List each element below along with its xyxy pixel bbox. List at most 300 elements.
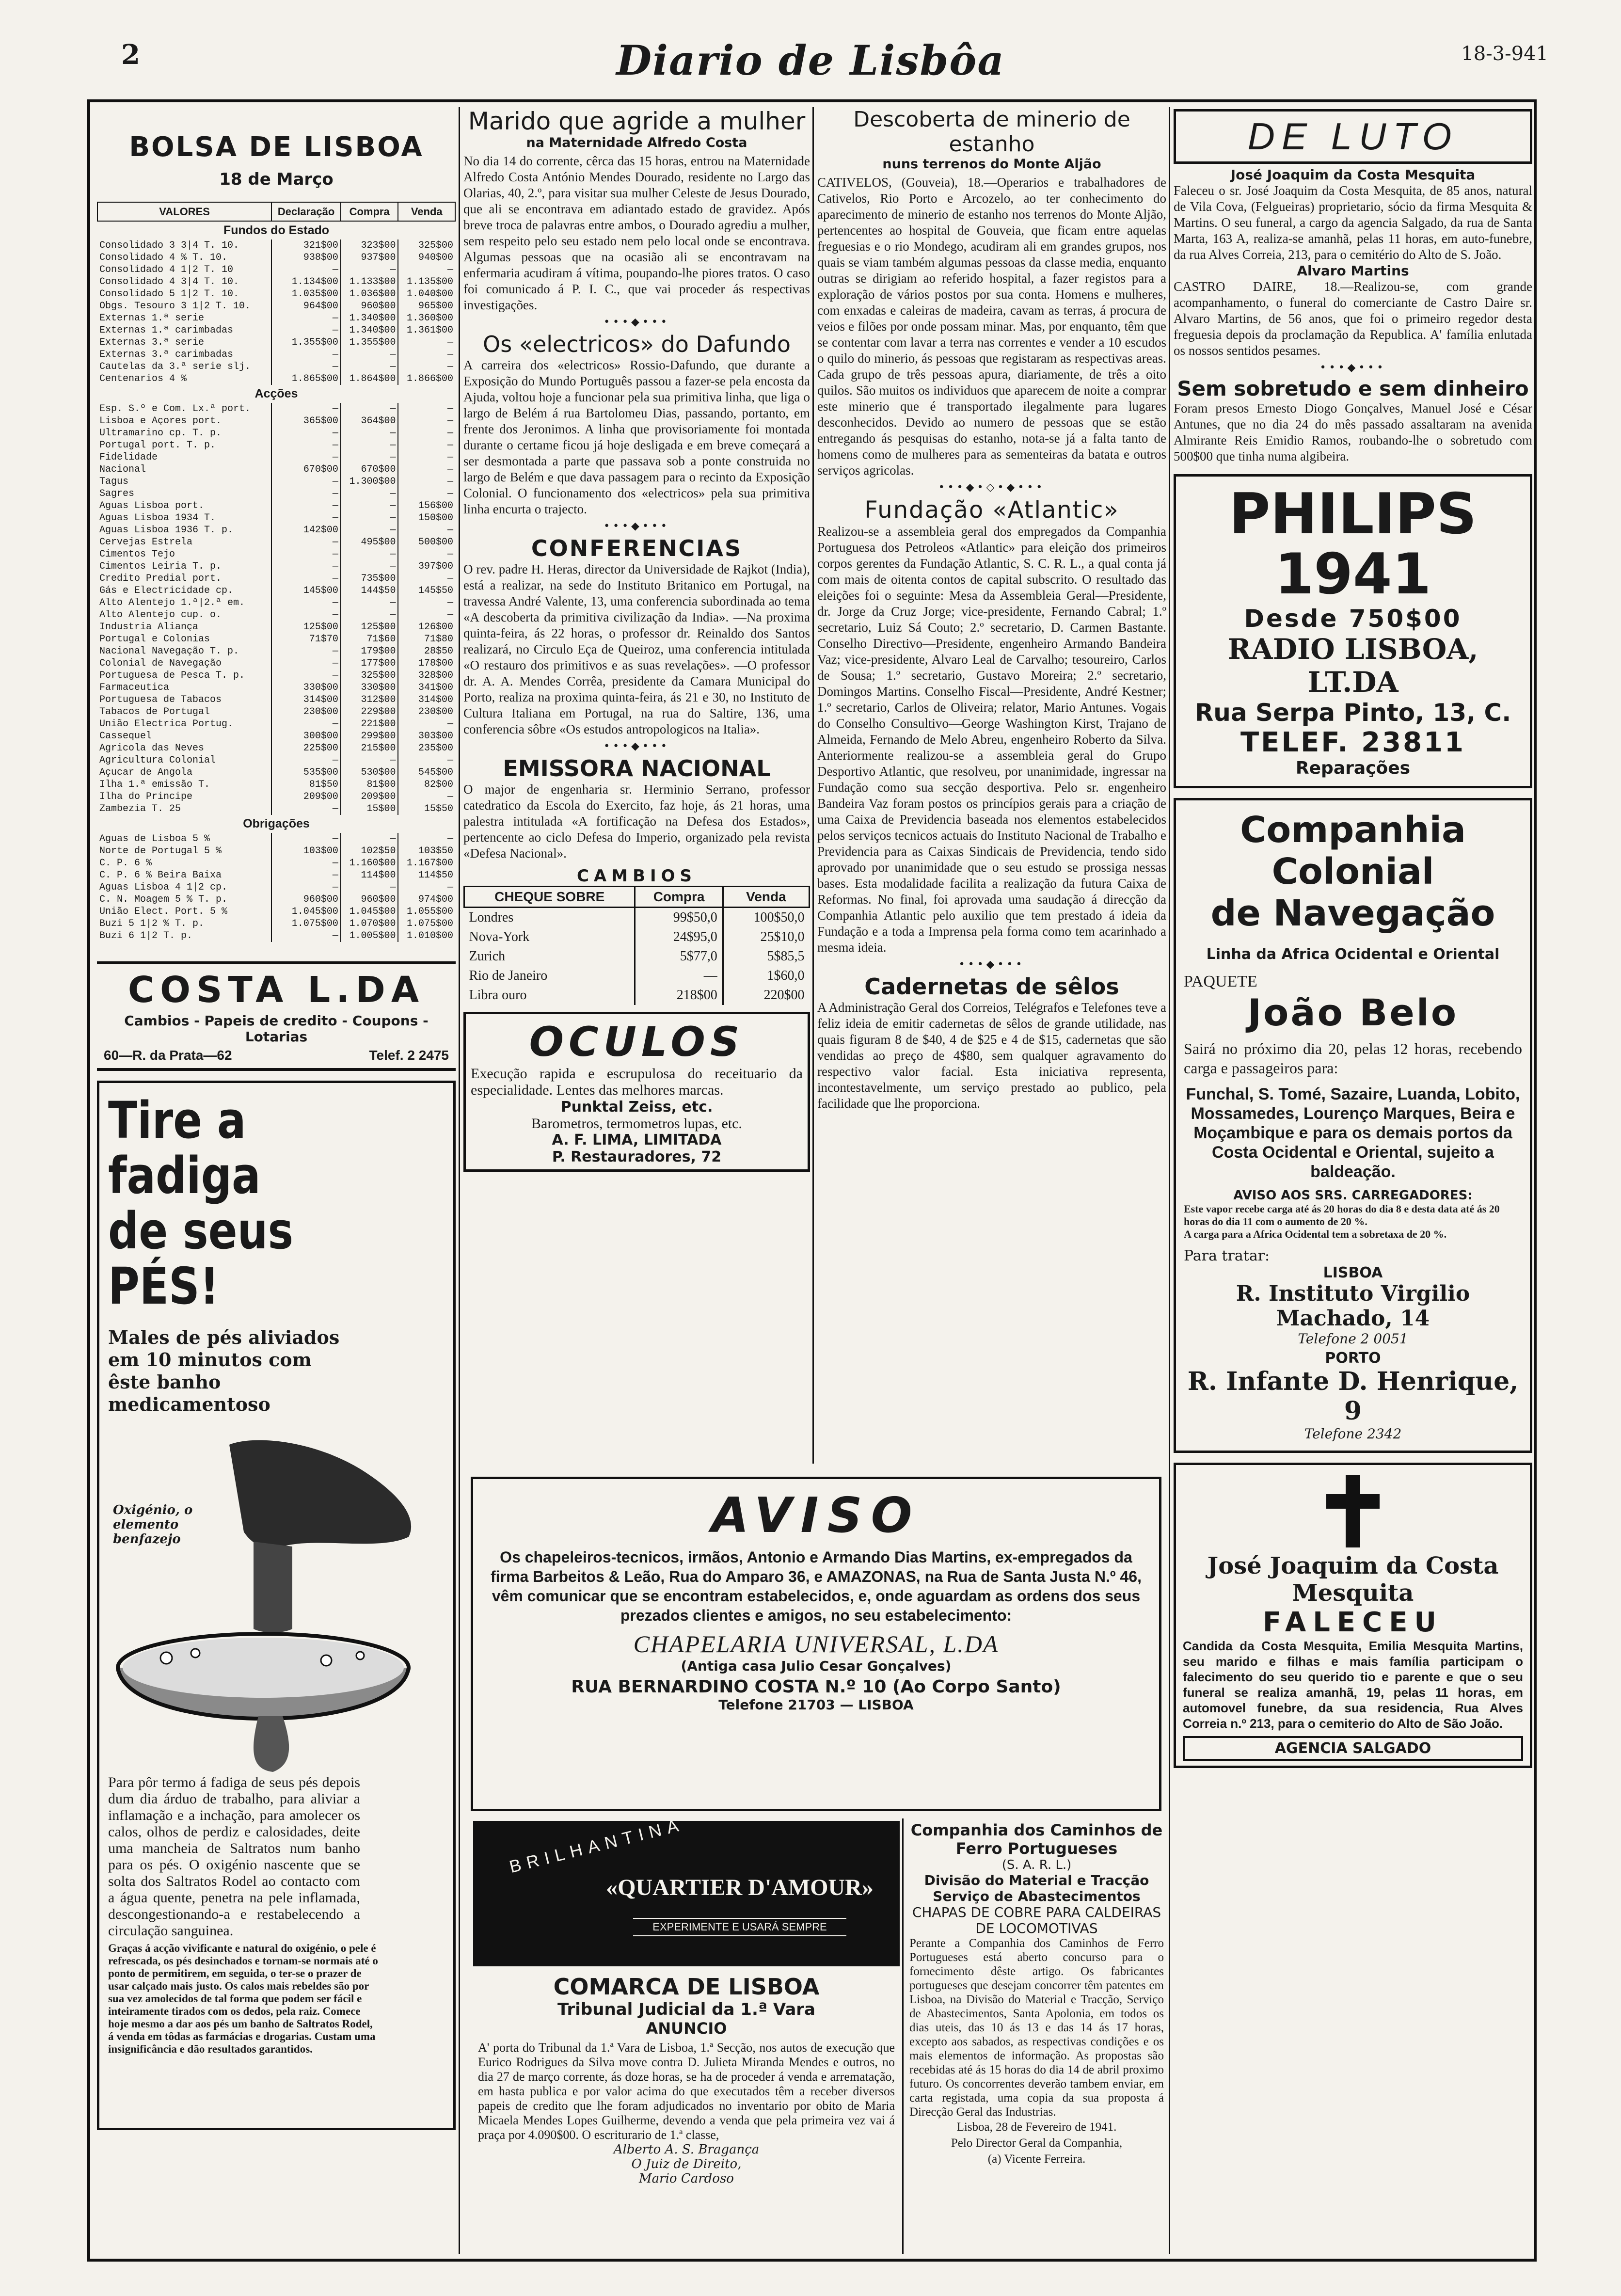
philips-phone: TELEF. 23811 [1240, 727, 1465, 758]
security-name: Portuguesa de Pesca T. p. [99, 670, 245, 681]
security-name: Ilha do Principe [99, 791, 193, 802]
quote-value: 960$00 [341, 300, 398, 312]
quote-value: — [271, 754, 341, 766]
quote-value: 15$00 [341, 803, 398, 815]
quote-value: 125$00 [271, 621, 341, 633]
quote-value: 235$00 [398, 742, 455, 754]
quote-value: — [341, 609, 398, 621]
table-row [464, 927, 810, 947]
oculos-instruments: Barometros, termometros lupas, etc. [531, 1116, 742, 1132]
security-name: Norte de Portugal 5 % [99, 845, 222, 857]
page-frame [87, 99, 1537, 2262]
quote-value: 15$50 [398, 803, 455, 815]
mesquita-agency: AGENCIA SALGADO [1274, 1740, 1431, 1757]
table-row [97, 300, 455, 312]
quote-value: 1.355$00 [341, 336, 398, 349]
oculos-body: Execução rapida e escrupulosa do receituario da especialidade. Lentes das melhores marcas. [471, 1066, 803, 1098]
bolsa-col-header: Venda [398, 202, 455, 221]
quote-value: 670$00 [341, 463, 398, 476]
quote-value: — [271, 869, 341, 881]
quote-value: — [398, 463, 455, 476]
luto-section [1174, 109, 1532, 164]
saltratos-headline-1: Tire a fadiga [108, 1091, 261, 1205]
rate-value: 5$77,0 [635, 947, 723, 966]
table-row [97, 803, 455, 815]
electricos-title: Os «electricos» do Dafundo [483, 331, 791, 357]
cambios-col-header: CHEQUE SOBRE [464, 887, 635, 908]
cambios-col-header: Compra [635, 887, 723, 908]
quote-value: 1.864$00 [341, 373, 398, 385]
security-name: C. P. 6 % Beira Baixa [99, 870, 222, 881]
colonial-tratar: Para tratar: [1184, 1247, 1270, 1264]
colonial-aviso-body: Este vapor recebe carga até ás 20 horas do dia 8 e desta data até ás 20 horas do dia 11 com o aumento de 20 %. [1184, 1203, 1500, 1228]
comarca-notice [478, 1974, 895, 2260]
table-row [97, 361, 455, 373]
philips-ad [1174, 474, 1532, 788]
quote-value: 364$00 [341, 415, 398, 427]
colonial-ports: Funchal, S. Tomé, Sazaire, Luanda, Lobito, Mossamedes, Lourenço Marques, Beira e Moçambique e para os demais portos da Costa Ocidental e Oriental, sujeito a baldeação. [1186, 1085, 1520, 1181]
quote-value: — [341, 524, 398, 536]
quote-value: — [341, 560, 398, 573]
costa-ad [97, 961, 456, 1071]
oculos-address: P. Restauradores, 72 [552, 1148, 722, 1165]
security-name: Aguas de Lisboa 5 % [99, 833, 210, 845]
bolsa-date: 18 de Março [219, 170, 334, 189]
table-row [97, 930, 455, 942]
table-row [97, 718, 455, 730]
quote-value: 230$00 [398, 706, 455, 718]
foot-bath-illustration [108, 1425, 445, 1774]
security-name: C. N. Moagem 5 % T. p. [99, 894, 228, 905]
quote-value: — [341, 754, 398, 766]
table-row [97, 633, 455, 645]
security-name: Nacional Navegação T. p. [99, 646, 239, 657]
quote-value: 209$00 [341, 791, 398, 803]
quote-value: — [341, 488, 398, 500]
table-row [97, 906, 455, 918]
quote-value: — [271, 264, 341, 276]
quote-value: 960$00 [271, 893, 341, 906]
luto-name-1: José Joaquim da Costa Mesquita [1230, 167, 1476, 183]
quote-value: 312$00 [341, 694, 398, 706]
colonial-city-porto: PORTO [1325, 1350, 1381, 1367]
aviso-address: RUA BERNARDINO COSTA N.º 10 (Ao Corpo Santo) [571, 1677, 1061, 1697]
bolsa-group-title: Fundos do Estado [223, 223, 330, 237]
saltratos-fine-print: Graças á acção vivificante e natural do oxigénio, o pele é refrescada, os pés desinchados e tornam-se normais até o ponto de permitirem, em seguida, o ter-se o prazer de usar calçado mais justo. Os calos mais rebeldes são por sua vez amolecidos de tal forma que podem ser fácil e inteiramente tirados com os dedos, pela raiz. Comece hoje mesmo a dar aos pés um banho de Saltratos Rodel, á venda em tôdas as farmácias e drogarias. Custam uma insignificância e dão resultados garantidos. [108, 1942, 378, 2055]
marido-subtitle: na Maternidade Alfredo Costa [526, 135, 747, 150]
table-row [97, 451, 455, 463]
quote-value: — [398, 609, 455, 621]
quote-value: — [398, 488, 455, 500]
caminhos-title: Companhia dos Caminhos de Ferro Portugueses [910, 1821, 1163, 1858]
column-2: Marido que agride a mulher na Maternidade Alfredo Costa No dia 14 do corrente, cêrca das 15 horas, entrou na Maternidade Alfredo Costa António Mendes Dourado, residente no Largo das Olarias, 40, 2.º, para visitar sua mulher Celeste de Jesus Dourado, que ali se encontrava em adiantado estado de gravidez. Após breve troca de palavras entre ambos, o Dourado agrediu a mulher, sem respeito pelo seu estado nem pelo local onde se encontrava. Algumas pessoas que na ocasião ali se encontravam na enfermaria acudiram á vítima, poupando-lhe piores tratos. O caso foi comunicado á P. I. C., que vai proceder ás respectivas investigações. •••◆••• Os «electricos» do Dafundo A carreira dos «electricos» Rossio-Dafundo, que durante a Exposição do Mundo Português passou a fazer-se pela encosta da Ajuda, voltou hoje a funcionar pela sua primitiva linha, que liga o largo de Belém á rua Bartolomeu Dias, passando, portanto, em frente dos Jeronimos. A linha que provisoriamente foi montada durante o certame ficou já hoje desligada e em breve começará a ser desmontada a parte que passava sob a ponte construida no largo de Belém e que dava passagem para o recinto da Exposição Colonial. O funcionamento dos «electricos» pela sua primitiva linha encurta o trajecto. •••◆••• CONFERENCIAS O rev. padre H. Heras, director da Universidade de Rajkot (India), está a realizar, na sede do Instituto Britanico em Portugal, na travessa André Valente, 13, uma conferencia subordinada ao tema «A descoberta da primitiva civilização da India». —Na proxima quinta-feira, ás 22 horas, o professor dr. Reinaldo dos Santos realizará, no Circulo Eça de Queiroz, uma conferencia intitulada «O restauro dos primitivos e as suas revelações». —O professor dr. A. A. Mendes Corrêa, presidente da Camara Municipal do Porto, realiza na proxima quinta-feira, ás 21 e 30, no Instituto de Cultura Italiana em Portugal, na rua do Saltire, 136, uma conferencia sôbre «Os estudos antropologicos na Italia». •••◆••• EMISSORA NACIONAL O major de engenharia sr. Herminio Serrano, professor catedratico da Escola do Exercito, faz hoje, ás 21 horas, uma palestra intitulada «A fortificação na Defesa dos Estados», pertencente ao ciclo Defesa do Imperio, organizado pela revista «Defesa Nacional». CAMBIOS CHEQUE SOBRE Compra Venda Londres 99$50,0 100$50,0 Nova-York 24$95,0 25$10,0 Zurich 5$77,0 5$85,5 Rio de Janeiro — 1$60,0 Libra ouro 218$00 220$00 OCULOS Execução rapida e escrupulosa do receituario da especialidade. Lentes das melhores marcas. Punktal Zeiss, etc. Barometros, termometros lupas, etc. A. F. LIMA, LIMITADA P. Restauradores, 72 [463, 107, 810, 1464]
quote-value: — [341, 427, 398, 439]
quote-value: — [271, 597, 341, 609]
newspaper-title: Diario de Lisbôa [616, 36, 1005, 84]
table-row [97, 524, 455, 536]
security-name: Colonial de Navegação [99, 658, 222, 669]
table-row [97, 336, 455, 349]
quote-value: 974$00 [398, 893, 455, 906]
marido-title: Marido que agride a mulher [468, 107, 806, 135]
currency-name: Libra ouro [469, 988, 527, 1003]
security-name: Obgs. Tesouro 3 1|2 T. 10. [99, 301, 251, 312]
table-row [97, 609, 455, 621]
bolsa-title: BOLSA DE LISBOA [129, 131, 424, 163]
security-name: Nacional [99, 464, 146, 475]
aviso-phone: Telefone 21703 — LISBOA [718, 1697, 914, 1713]
security-name: C. P. 6 % [99, 858, 152, 869]
costa-phone: Telef. 2 2475 [369, 1048, 449, 1063]
quote-value: 1.865$00 [271, 373, 341, 385]
quote-value: 495$00 [341, 536, 398, 548]
quote-value: — [341, 833, 398, 845]
colonial-ship: João Belo [1247, 991, 1459, 1034]
quote-value: — [398, 451, 455, 463]
quote-value: 178$00 [398, 657, 455, 670]
quote-value: — [341, 548, 398, 560]
cross-icon [1183, 1475, 1523, 1547]
table-row [97, 694, 455, 706]
security-name: Zambezia T. 25 [99, 803, 181, 814]
emissora-body: O major de engenharia sr. Herminio Serrano, professor catedratico da Escola do Exercito, faz hoje, ás 21 horas, uma palestra intitulada «A fortificação na Defesa dos Estados», pertencente ao ciclo Defesa do Imperio, organizado pela revista «Defesa Nacional». [463, 782, 810, 861]
quote-value: — [341, 403, 398, 415]
colonial-phone-lisboa: Telefone 2 0051 [1298, 1331, 1408, 1347]
foot-bath-image [108, 1425, 447, 1774]
quote-value: 230$00 [271, 706, 341, 718]
caminhos-notice [909, 1821, 1164, 2260]
table-row [97, 597, 455, 609]
bolsa-group-title: Obrigações [243, 817, 310, 830]
table-row [97, 657, 455, 670]
quote-value: 145$00 [271, 585, 341, 597]
luto-title: DE LUTO [1247, 115, 1459, 158]
security-name: Portuguesa de Tabacos [99, 694, 222, 705]
quote-value: 1.300$00 [341, 476, 398, 488]
quote-value: 1.035$00 [271, 288, 341, 300]
table-row [97, 324, 455, 336]
atlantic-body: Realizou-se a assembleia geral dos empregados da Companhia Portuguesa dos Petroleos «Atlantic» para eleição dos primeiros corpos gerentes da Fundação Atlantic, S. C. R. L., a qual conta já com mais de oitenta contos de capital subscrito. O resultado das eleições foi o seguinte: Mesa da Assembleia Geral—Presidente, dr. Jorge da Cruz Jorge; vice-presidente, Fernando Cabral; 1.º secretario, Luiz Sá Couto; 2.º secretario, D. Carmen Bastante. Conselho Directivo—Presidente, engenheiro Armando Bandeira Vaz; vice-presidente, Alvaro Leal de Carvalho; tesoureiro, Carlos de Sousa; 1.º secretario, Gustavo Moreira; 2.º secretario, Domingos Martins. Conselho Fiscal—Presidente, André Kestner; 1.º secretario, Carlos de Oliveira; relator, Mario Antunes. Vogais do Conselho Consultivo—George Washington Kirst, Trajano de Almeida, Fernando de Melo Abreu, engenheiro Roberto da Silva. Anteriormente realizou-se a assembleia geral do Grupo Desportivo Atlantic, que resolveu, por unanimidade, ingressar na Fundação como sua secção desportiva. Pelo sr. engenheiro Bandeira Vaz foram postos os princípios gerais para a criação de uma Caixa de Previdencia baseada nos elementos estabelecidos pelos serviços tecnicos actuais do Instituto Nacional de Trabalho e Previdencia para as Caixas Sindicais de Previdencia, tendo sido aprovado por unanimidade que o seu estudo se prossiga nessas bases. Esta modalidade facilita a realização da futura Caixa de Reformas. No final, foi aprovada uma saudação á direcção da Companhia Atlantic pelo auxilio que tem prestado á ideia da Fundação e a toda a Imprensa pela forma como tem acarinhado a mesma ideia. [817, 524, 1166, 955]
quote-value: 321$00 [271, 239, 341, 252]
quote-value: 156$00 [398, 500, 455, 512]
quote-value: — [341, 361, 398, 373]
quote-value: 1.036$00 [341, 288, 398, 300]
colonial-body: Sairá no próximo dia 20, pelas 12 horas, recebendo carga e passageiros para: [1184, 1040, 1522, 1077]
electricos-body: A carreira dos «electricos» Rossio-Dafundo, que durante a Exposição do Mundo Português passou a fazer-se pela encosta da Ajuda, voltou hoje a funcionar pela sua primitiva linha, que liga o largo de Belém á rua Bartolomeu Dias, passando, portanto, em frente dos Jeronimos. A linha que provisoriamente foi montada durante o certame ficou já hoje desligada e em breve começará a ser desmontada a parte que passava sob a ponte construida no largo de Belém e que dava passagem para o recinto da Exposição Colonial. O funcionamento dos «electricos» pela sua primitiva linha encurta o trajecto. [463, 358, 810, 516]
security-name: Cimentos Leiria T. p. [99, 561, 222, 572]
quote-value: 1.075$00 [398, 918, 455, 930]
table-row [97, 349, 455, 361]
table-row [97, 670, 455, 682]
quote-value: 81$50 [271, 779, 341, 791]
security-name: Buzi 6 1|2 T. p. [99, 930, 193, 941]
column-4: DE LUTO José Joaquim da Costa Mesquita Faleceu o sr. José Joaquim da Costa Mesquita, de 85 anos, natural de Vila Cova, (Felgueiras) proprietario, sócio da firma Mesquita & Martins. O seu funeral, a cargo da agencia Salgado, da rua de Santa Marta, 163 A, realiza-se amanhã, pelas 11 horas, em auto-funebre, da rua Alves Correia, 213, para o cemitério do Alto de S. João. Alvaro Martins CASTRO DAIRE, 18.—Realizou-se, com grande acompanhamento, o funeral do comerciante de Castro Daire sr. Alvaro Martins, de 56 anos, que foi o primeiro regedor desta freguesia depois da proclamação da Republica. A' família enlutada os nossos sentidos pesames. •••◆••• Sem sobretudo e sem dinheiro Foram presos Ernesto Diogo Gonçalves, Manuel José e César Antunes, que no dia 24 do mês passado assaltaram na avenida Almirante Reis Emidio Ramos, roubando-lhe o sobretudo com 500$00 que tinha numa algibeira. PHILIPS 1941 Desde 750$00 RADIO LISBOA, LT.DA Rua Serpa Pinto, 13, C. TELEF. 23811 Reparações Companhia Colonial de Navegação Linha da Africa Ocidental e Oriental PAQUETE João Belo Sairá no próximo dia 20, pelas 12 horas, recebendo carga e passageiros para: Funchal, S. Tomé, Sazaire, Luanda, Lobito, Mossamedes, Lourenço Marques, Beira e Moçambique e para os demais portos da Costa Ocidental e Oriental, sujeito a baldeação. AVISO AOS SRS. CARREGADORES: Este vapor recebe carga até ás 20 horas do dia 8 e desta data até ás 20 horas do dia 11 com o aumento de 20 %. A carga para a Africa Ocidental tem a sobretaxa de 20 %. Para tratar: LISBOA R. Instituto Virgilio Machado, 14 Telefone 2 0051 PORTO R. Infante D. Henrique, 9 Telefone 2342 José Joaquim da Costa Mesquita FALECEU Candida da Costa Mesquita, Emilia Mesquita Martins, seu marido e filhas e mais família participam o falecimento do seu querido tio e parente e que o seu funeral se realiza amanhã, 19, pelas 11 horas, em automovel funebre, da sua residencia, Rua Alves Correia n.º 213, para o cemiterio do Alto de São João. AGENCIA SALGADO [1174, 107, 1532, 2254]
security-name: Externas 3.ª carimbadas [99, 349, 234, 360]
quote-value: 28$50 [398, 645, 455, 657]
quote-value: — [341, 349, 398, 361]
oculos-ad [463, 1012, 810, 1172]
quote-value: 114$50 [398, 869, 455, 881]
quote-value: — [271, 512, 341, 524]
quote-value: 71$80 [398, 633, 455, 645]
table-row [97, 833, 455, 845]
cambios-col-header: Venda [723, 887, 809, 908]
colonial-phone-porto: Telefone 2342 [1304, 1426, 1402, 1442]
brilhantina-ad [473, 1814, 900, 1966]
mesquita-body: Candida da Costa Mesquita, Emilia Mesquita Martins, seu marido e filhas e mais família participam o falecimento do seu querido tio e parente e que o seu funeral se realiza amanhã, 19, pelas 11 horas, em automovel funebre, da sua residencia, Rua Alves Correia n.º 213, para o cemiterio do Alto de São João. [1183, 1639, 1523, 1731]
rate-value: 99$50,0 [635, 908, 723, 928]
quote-value: — [271, 560, 341, 573]
quote-value: — [271, 403, 341, 415]
security-name: Consolidado 4 1|2 T. 10 [99, 264, 234, 275]
comarca-sig-judge: Mario Cardoso [639, 2171, 734, 2186]
table-row [97, 560, 455, 573]
quote-value: 1.045$00 [341, 906, 398, 918]
table-row [464, 947, 810, 966]
security-name: Agricola das Neves [99, 743, 205, 754]
quote-value: — [398, 881, 455, 893]
quote-value: — [398, 718, 455, 730]
mesquita-notice [1174, 1463, 1532, 1768]
table-row [97, 288, 455, 300]
table-row [97, 536, 455, 548]
security-name: Buzi 5 1|2 % T. p. [99, 918, 205, 929]
bolsa-col-header: Compra [341, 202, 398, 221]
table-row [97, 548, 455, 560]
quote-value: 303$00 [398, 730, 455, 742]
oculos-company: A. F. LIMA, LIMITADA [552, 1132, 722, 1148]
table-row [97, 488, 455, 500]
table-row [97, 742, 455, 754]
quote-value: — [398, 791, 455, 803]
luto-body-2: CASTRO DAIRE, 18.—Realizou-se, com grande acompanhamento, o funeral do comerciante de Castro Daire sr. Alvaro Martins, de 56 anos, que foi o primeiro regedor desta freguesia depois da proclamação da Republica. A' família enlutada os nossos sentidos pesames. [1174, 279, 1532, 358]
quote-value: — [341, 512, 398, 524]
quote-value: — [271, 427, 341, 439]
currency-name: Rio de Janeiro [469, 968, 548, 983]
security-name: Cimentos Tejo [99, 549, 175, 560]
quote-value: 1.360$00 [398, 312, 455, 324]
quote-value: 179$00 [341, 645, 398, 657]
bolsa-col-header: Declaração [271, 202, 341, 221]
atlantic-title: Fundação «Atlantic» [864, 496, 1119, 524]
quote-value: — [398, 336, 455, 349]
minerio-title: Descoberta de minerio de estanho [853, 107, 1130, 157]
page-number: 2 [121, 39, 140, 71]
colonial-paquete: PAQUETE [1184, 973, 1257, 990]
comarca-body: A' porta do Tribunal da 1.ª Vara de Lisboa, 1.ª Secção, nos autos de execução que Eurico Rodrigues da Silva move contra D. Julieta Miranda Mendes e outros, no dia 27 de março corrente, ás doze horas, se ha de proceder á venda e arrematação, em hasta publica e por valor acima do que executados têm a receber diversos papeis de credito que lhe foram adjudicados no inventario por obito de Maria Micaela Mendes Lopes Guilherme, devendo a venda que pela primeira vez vai á praça por 4.090$00. O escriturario de 1.ª classe, [478, 2041, 895, 2142]
comarca-sig-judge-label: O Juiz de Direito, [631, 2157, 742, 2171]
security-name: Consolidado 4 3|4 T. 10. [99, 276, 239, 287]
table-row [97, 585, 455, 597]
quote-value: 965$00 [398, 300, 455, 312]
table-row [97, 403, 455, 415]
selos-body: A Administração Geral dos Correios, Telégrafos e Telefones teve a feliz ideia de emitir cadernetas de sêlos de grande utilidade, nas quais figuram 8 de $40, 4 de $25 e 4 de $15, cadernetas que são vendidas ao preço de 4$80, sem qualquer agravamento do respectivo valor facial. Esta iniciativa representa, incontestavelmente, um serviço prestado ao publico, pela facilidade que lhe proporciona. [817, 1000, 1166, 1111]
quote-value: — [271, 803, 341, 815]
quote-value: 325$00 [341, 670, 398, 682]
security-name: Cautelas da 3.ª serie slj. [99, 361, 251, 372]
security-name: Alto Alentejo 1.ª|2.ª em. [99, 597, 245, 608]
quote-value: 314$00 [398, 694, 455, 706]
rate-value: 25$10,0 [723, 927, 809, 947]
table-row [97, 779, 455, 791]
quote-value: — [271, 439, 341, 451]
quote-value: 1.134$00 [271, 276, 341, 288]
quote-value: 1.040$00 [398, 288, 455, 300]
quote-value: — [398, 524, 455, 536]
quote-value: — [341, 439, 398, 451]
security-name: Fidelidade [99, 452, 158, 463]
table-row [97, 918, 455, 930]
table-row [97, 264, 455, 276]
philips-title: PHILIPS 1941 [1229, 481, 1477, 607]
quote-value: 960$00 [341, 893, 398, 906]
quote-value: 102$50 [341, 845, 398, 857]
quote-value: — [271, 488, 341, 500]
security-name: Externas 1.ª carimbadas [99, 325, 234, 336]
security-name: Centenarios 4 % [99, 373, 187, 384]
quote-value: — [271, 609, 341, 621]
rate-value: — [635, 966, 723, 986]
table-row [97, 845, 455, 857]
aviso-title: AVISO [711, 1487, 921, 1544]
comarca-kind: ANUNCIO [646, 2019, 727, 2038]
rate-value: 220$00 [723, 986, 809, 1005]
security-name: Agricultura Colonial [99, 755, 216, 766]
quote-value: 1.340$00 [341, 312, 398, 324]
table-row [97, 869, 455, 881]
rate-value: 100$50,0 [723, 908, 809, 928]
security-name: Industria Aliança [99, 622, 199, 633]
quote-value: 1.005$00 [341, 930, 398, 942]
table-row [97, 439, 455, 451]
colonial-address-porto: R. Infante D. Henrique, 9 [1187, 1367, 1519, 1426]
table-row [97, 857, 455, 869]
brilhantina-label: BRILHANTINA [507, 1814, 686, 1877]
security-name: Portugal port. T. p. [99, 440, 216, 451]
security-name: Tabacos de Portugal [99, 706, 210, 718]
quote-value: — [341, 881, 398, 893]
quote-value: — [271, 536, 341, 548]
quote-value: 940$00 [398, 252, 455, 264]
mesquita-faleceu: FALECEU [1263, 1607, 1443, 1638]
table-row [97, 645, 455, 657]
emissora-title: EMISSORA NACIONAL [503, 755, 771, 781]
security-name: Consolidado 3 3|4 T. 10. [99, 240, 239, 251]
quote-value: 535$00 [271, 766, 341, 779]
luto-name-2: Alvaro Martins [1297, 263, 1409, 279]
quote-value: 341$00 [398, 682, 455, 694]
quote-value: — [271, 500, 341, 512]
colonial-title-1: Companhia Colonial [1240, 809, 1466, 893]
quote-value: 1.133$00 [341, 276, 398, 288]
bolsa-col-header: VALORES [97, 202, 271, 221]
philips-company: RADIO LISBOA, LT.DA [1227, 633, 1478, 699]
quote-value: 735$00 [341, 573, 398, 585]
quote-value: 114$00 [341, 869, 398, 881]
security-name: União Elect. Port. 5 % [99, 906, 228, 917]
saltratos-headline-2: de seus PÉS! [108, 1201, 294, 1316]
quote-value: 221$00 [341, 718, 398, 730]
security-name: Esp. S.º e Com. Lx.ª port. [99, 403, 251, 415]
minerio-body: CATIVELOS, (Gouveia), 18.—Operarios e trabalhadores de Cativelos, Rio Porto e Arcozelo, ao ter conhecimento do aparecimento de minerio de estanho nos terrenos do Monte Aljão, pertencentes ao hospital de Gouveia, que ficam entre aquelas freguesias e o rio Mondego, acudiram ali em grandes grupos, nos quais se viam também algumas pessoas da classe media, enquanto outras se dirigiam ao referido hospital, a fazer registos para a exploração de vários postos por sua conta. Homens e mulheres, com enxadas e caleiras de madeira, cavam as terras, á procura de veios e filões por onde possam minar. Mas, por enquanto, têm que se contentar com lavar a terra nas correntes e vender a 10 escudos o quilo do minerio, ás pessoas que registaram as respectivas areas. Cada grupo de três pessoas apura, diariamente, de três a oito quilos. São muitos os individuos que aparecem de noite a comprar este minerio que é transportado ilegalmente para lugares desconhecidos. Devido ao numero de pessoas que se estão entregando ás pesquisas do estanho, nota-se já a falta tanto de homens como de mulheres para as sementeiras da batata e outros serviços agricolas. [817, 175, 1166, 478]
table-row [97, 791, 455, 803]
brilhantina-tagline: EXPERIMENTE E USARÁ SEMPRE [633, 1918, 846, 1936]
sobretudo-body: Foram presos Ernesto Diogo Gonçalves, Manuel José e César Antunes, que no dia 24 do mês passado assaltaram na avenida Almirante Reis Emidio Ramos, roubando-lhe o sobretudo com 500$00 que tinha numa algibeira. [1174, 401, 1532, 463]
quote-value: — [271, 361, 341, 373]
colonial-aviso-title: AVISO AOS SRS. CARREGADORES: [1233, 1188, 1473, 1203]
quote-value: 670$00 [271, 463, 341, 476]
quote-value: 1.055$00 [398, 906, 455, 918]
quote-value: 299$00 [341, 730, 398, 742]
rate-value: 5$85,5 [723, 947, 809, 966]
quote-value: 103$00 [271, 845, 341, 857]
quote-value: — [341, 500, 398, 512]
brilhantina-name: «QUARTIER D'AMOUR» [606, 1875, 874, 1900]
quote-value: 209$00 [271, 791, 341, 803]
caminhos-sig-1: Pelo Director Geral da Companhia, [951, 2137, 1123, 2150]
quote-value: 1.010$00 [398, 930, 455, 942]
column-3: Descoberta de minerio de estanho nuns terrenos do Monte Aljão CATIVELOS, (Gouveia), 18.—Operarios e trabalhadores de Cativelos, Rio Porto e Arcozelo, ao ter conhecimento do aparecimento de minerio de estanho nos terrenos do Monte Aljão, pertencentes ao hospital de Gouveia, que ficam entre aquelas freguesias e o rio Mondego, acudiram ali em grandes grupos, nos quais se viam também algumas pessoas da classe media, enquanto outras se dirigiam ao referido hospital, a fazer registos para a exploração de vários postos por sua conta. Homens e mulheres, com enxadas e caleiras de madeira, cavam as terras, á procura de veios e filões por onde possam minar. Mas, por enquanto, têm que se contentar com lavar a terra nas correntes e vender a 10 escudos o quilo do minerio, ás pessoas que registaram as respectivas areas. Cada grupo de três pessoas apura, diariamente, de três a oito quilos. São muitos os individuos que aparecem de noite a comprar este minerio que é transportado ilegalmente para lugares desconhecidos. Devido ao numero de pessoas que se estão entregando ás pesquisas do estanho, nota-se já a falta tanto de homens como de mulheres para as sementeiras da batata e outros serviços agricolas. •••◆•◇•◆••• Fundação «Atlantic» Realizou-se a assembleia geral dos empregados da Companhia Portuguesa dos Petroleos «Atlantic» para eleição dos primeiros corpos gerentes da Fundação Atlantic, S. C. R. L., a qual conta já com mais de oitenta contos de capital subscrito. O resultado das eleições foi o seguinte: Mesa da Assembleia Geral—Presidente, dr. Jorge da Cruz Jorge; vice-presidente, Fernando Cabral; 1.º secretario, Luiz Sá Couto; 2.º secretario, D. Carmen Bastante. Conselho Directivo—Presidente, engenheiro Armando Bandeira Vaz; vice-presidente, Alvaro Leal de Carvalho; tesoureiro, Carlos de Sousa; 1.º secretario, Gustavo Moreira; 2.º secretario, Domingos Martins. Conselho Fiscal—Presidente, André Kestner; 1.º secretario, Carlos de Oliveira; relator, Mario Antunes. Vogais do Conselho Consultivo—George Washington Kirst, Trajano de Almeida, Fernando de Melo Abreu, engenheiro Roberto da Silva. Anteriormente realizou-se a assembleia geral do Grupo Desportivo Atlantic, que resolveu, por unanimidade, ingressar na Fundação como sua secção desportiva. Pelo sr. engenheiro Bandeira Vaz foram postos os princípios gerais para a criação de uma Caixa de Previdencia baseada nos elementos estabelecidos pelos serviços tecnicos actuais do Instituto Nacional de Trabalho e Previdencia para as Caixas Sindicais de Previdencia, tendo sido aprovado por unanimidade que o seu estudo se prossiga nessas bases. Esta modalidade facilita a realização da futura Caixa de Reformas. No final, foi aprovada uma saudação á direcção da Companhia Atlantic pelo auxilio que tem prestado á ideia da Fundação e a toda a Imprensa pela forma como tem acarinhado a mesma ideia. •••◆••• Cadernetas de sêlos A Administração Geral dos Correios, Telégrafos e Telefones teve a feliz ideia de emitir cadernetas de sêlos de grande utilidade, nas quais figuram 8 de $40, 4 de $25 e 4 de $15, cadernetas que são vendidas ao preço de 4$80, sem qualquer agravamento do respectivo valor facial. Esta iniciativa representa, incontestavelmente, um serviço prestado ao publico, pela facilidade que lhe proporciona. [817, 107, 1166, 1111]
oculos-brand: Punktal Zeiss, etc. [560, 1099, 713, 1116]
table-row [97, 500, 455, 512]
caminhos-subject: CHAPAS DE COBRE PARA CALDEIRAS DE LOCOMOTIVAS [912, 1904, 1161, 1936]
quote-value: — [398, 403, 455, 415]
quote-value: 314$00 [271, 694, 341, 706]
table-row [97, 881, 455, 893]
table-row [97, 754, 455, 766]
conferencias-body: O rev. padre H. Heras, director da Universidade de Rajkot (India), está a realizar, na sede do Instituto Britanico em Portugal, na travessa André Valente, 13, uma conferencia subordinada ao tema «A descoberta da primitiva civilização da India». —Na proxima quinta-feira, ás 22 horas, o professor dr. Reinaldo dos Santos realizará, no Circulo Eça de Queiroz, uma conferencia intitulada «O restauro dos primitivos e as suas revelações». —O professor dr. A. A. Mendes Corrêa, presidente da Camara Municipal do Porto, realiza na proxima quinta-feira, ás 21 e 30, no Instituto de Cultura Italiana em Portugal, na rua do Saltire, 136, uma conferencia sôbre «Os estudos antropologicos na Italia». [463, 562, 810, 736]
costa-services: Cambios - Papeis de credito - Coupons - Lotarias [124, 1013, 429, 1045]
quote-value: 1.866$00 [398, 373, 455, 385]
comarca-title: COMARCA DE LISBOA [553, 1974, 820, 2000]
quote-value: 150$00 [398, 512, 455, 524]
quote-value: 500$00 [398, 536, 455, 548]
aviso-body: Os chapeleiros-tecnicos, irmãos, Antonio e Armando Dias Martins, ex-empregados da firma Barbeitos & Leão, Rua do Amparo 36, e AMAZONAS, na Rua de Santa Justa N.º 46, vêm comunicar que se encontram estabelecidos, e, onde aguardam as ordens dos seus prezados clientes e amigos, no seu estabelecimento: [491, 1548, 1142, 1624]
security-name: Farmaceutica [99, 682, 170, 693]
bolsa-group-title: Acções [254, 387, 298, 400]
quote-value: 964$00 [271, 300, 341, 312]
table-row [97, 276, 455, 288]
comarca-sig-clerk: Alberto A. S. Bragança [613, 2142, 760, 2157]
saltratos-body: Para pôr termo á fadiga de seus pés depois dum dia árduo de trabalho, para aliviar a inflamação e a inchação, para amolecer os calos, olhos de perdiz e calosidades, deite uma mancheia de Saltratos num banho para os pés. O oxigénio nascente que se solta dos Saltratos Rodel ao contacto com a água quente, penetra na pele inflamada, descongestionando-a e restabelecendo a circulação sanguinea. [108, 1774, 360, 1939]
quote-value: 300$00 [271, 730, 341, 742]
security-name: Ilha 1.ª emissão T. [99, 779, 210, 790]
quote-value: 1.045$00 [271, 906, 341, 918]
quote-value: — [398, 361, 455, 373]
quote-value: — [341, 597, 398, 609]
minerio-subtitle: nuns terrenos do Monte Aljão [882, 157, 1101, 172]
quote-value: — [271, 670, 341, 682]
quote-value: 82$00 [398, 779, 455, 791]
quote-value: 330$00 [341, 682, 398, 694]
selos-title: Cadernetas de sêlos [864, 973, 1119, 1000]
security-name: Açucar de Angola [99, 767, 193, 778]
table-row [97, 893, 455, 906]
aviso-former: (Antiga casa Julio Cesar Gonçalves) [681, 1658, 952, 1674]
security-name: Ultramarino cp. T. p. [99, 428, 222, 439]
quote-value: — [271, 548, 341, 560]
caminhos-sarl: (S. A. R. L.) [1001, 1858, 1072, 1872]
table-row [464, 966, 810, 986]
quote-value: — [271, 645, 341, 657]
conferencias-title: CONFERENCIAS [531, 535, 743, 561]
quote-value: — [341, 264, 398, 276]
quote-value: 365$00 [271, 415, 341, 427]
quote-value: 937$00 [341, 252, 398, 264]
quote-value: — [271, 833, 341, 845]
quote-value: 144$50 [341, 585, 398, 597]
quote-value: — [398, 427, 455, 439]
